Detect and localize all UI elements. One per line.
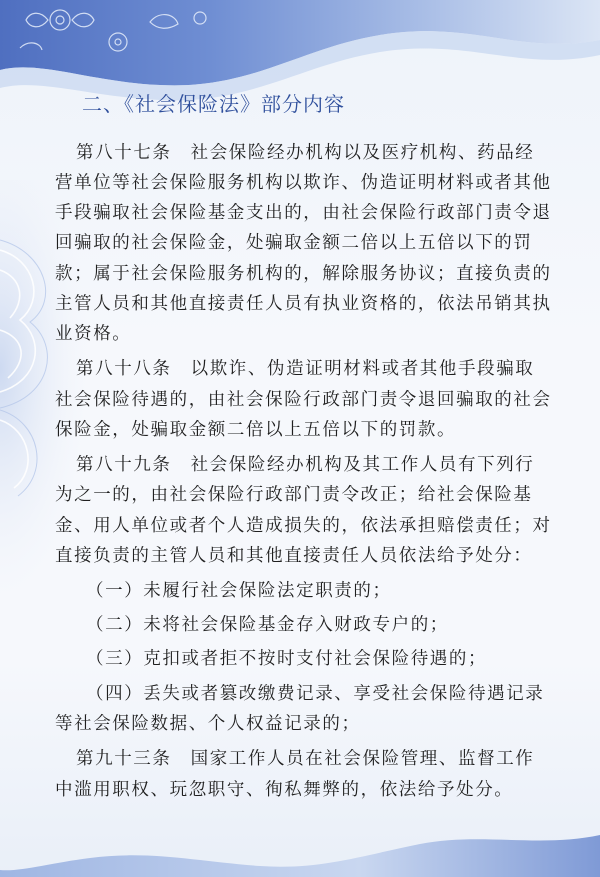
article-93-line-1: 第九十三条 国家工作人员在社会保险管理、监督工作 — [76, 749, 535, 769]
article-88-line-2: 社会保险待遇的，由社会保险行政部门责令退回骗取的社会 — [55, 390, 552, 410]
list-item-2: （二）未将社会保险基金存入财政专户的； — [86, 615, 449, 635]
section-heading: 二、《社会保险法》部分内容 — [82, 92, 345, 116]
article-87-line-3: 手段骗取社会保险基金支出的，由社会保险行政部门责令退 — [55, 203, 552, 223]
article-87-line-6: 主管人员和其他直接责任人员有执业资格的，依法吊销其执 — [55, 294, 552, 314]
article-87-line-1: 第八十七条 社会保险经办机构以及医疗机构、药品经 — [76, 143, 535, 163]
article-93-line-2: 中滥用职权、玩忽职守、徇私舞弊的，依法给予处分。 — [55, 780, 514, 800]
article-87-line-7: 业资格。 — [55, 324, 132, 344]
list-item-4-line-2: 等社会保险数据、个人权益记录的； — [55, 714, 361, 734]
article-87-line-4: 回骗取的社会保险金，处骗取金额二倍以上五倍以下的罚 — [55, 233, 533, 253]
article-89-line-4: 直接负责的主管人员和其他直接责任人员依法给予处分： — [55, 546, 533, 566]
article-89-line-2: 为之一的，由社会保险行政部门责令改正；给社会保险基 — [55, 485, 533, 505]
list-item-4-line-1: （四）丢失或者篡改缴费记录、享受社会保险待遇记录 — [86, 684, 545, 704]
list-item-1: （一）未履行社会保险法定职责的； — [86, 581, 392, 601]
article-87-line-5: 款；属于社会保险服务机构的，解除服务协议；直接负责的 — [55, 264, 552, 284]
article-88-line-1: 第八十八条 以欺诈、伪造证明材料或者其他手段骗取 — [76, 359, 535, 379]
article-89-line-3: 金、用人单位或者个人造成损失的，依法承担赔偿责任；对 — [55, 516, 552, 536]
article-89-line-1: 第八十九条 社会保险经办机构及其工作人员有下列行 — [76, 455, 535, 475]
article-87-line-2: 营单位等社会保险服务机构以欺诈、伪造证明材料或者其他 — [55, 173, 552, 193]
article-88-line-3: 保险金，处骗取金额二倍以上五倍以下的罚款。 — [55, 420, 457, 440]
list-item-3: （三）克扣或者拒不按时支付社会保险待遇的； — [86, 649, 488, 669]
